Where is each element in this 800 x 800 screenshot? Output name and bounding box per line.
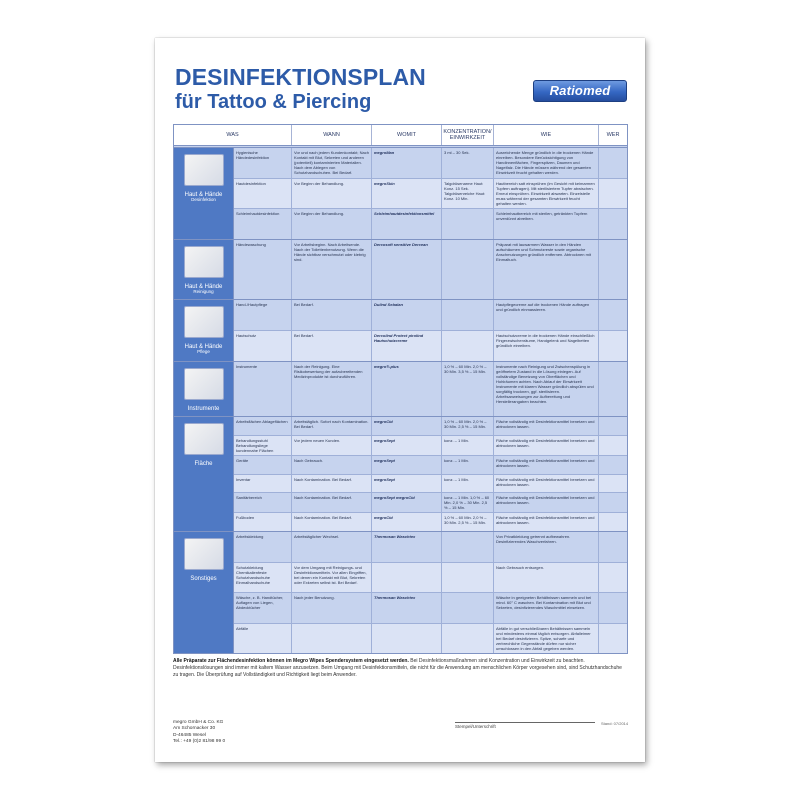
table-row xyxy=(234,300,627,330)
table-cell xyxy=(292,624,372,654)
table-cell: Vor und nach jedem Kundenkontakt; Nach Kontakt mit Blut, Sekreten und anderen (potentiell) kontaminierten Materialien. Nach dem Ablegen von Schutzhandschuhen. Bei Bedarf. xyxy=(292,148,372,178)
group-label xyxy=(174,344,233,355)
table-cell: Fläche vollständig mit Desinfektionsmittel benetzen und abtrocknen lassen. xyxy=(494,513,599,531)
table-cell: Hautbereich satt einsprühen (im Gesicht mit keimarmen Tupfern auftragen). Mit sterilisiertem Tupfer abwischen. Erneut einsprühen. Einwirkzeit abwarten. Einzelstelle muss während der gesamten Einwirkzeit feucht gehalten werden. xyxy=(494,179,599,209)
table-cell: Abfälle in gut verschließbaren Behältnissen sammeln und mindestens einmal täglich entsorgen. Abfalleimer bei Bedarf desinfizieren. Spitze, scharfe und zerbrechliche Gegenstände dürfen nur sicher umschlossen in den Abfall gegeben werden. xyxy=(494,624,599,654)
group-rows xyxy=(234,300,627,361)
table-cell: megroSept megroCid xyxy=(372,493,442,512)
table-cell xyxy=(599,436,627,455)
table-cell: Hautschutz xyxy=(234,331,292,361)
table-group xyxy=(174,299,627,361)
address-line: D-46485 Wesel xyxy=(173,732,206,738)
table-row xyxy=(234,455,627,474)
table-group xyxy=(174,361,627,416)
group-label xyxy=(174,461,233,467)
table-cell: megroSept xyxy=(372,436,442,455)
group-label-main: Haut & Hände xyxy=(184,284,223,290)
group-photo xyxy=(184,423,224,455)
table-cell: Schleimhautdesinfektion xyxy=(234,209,292,239)
col-header-womit: WOMIT xyxy=(372,125,442,145)
group-rows xyxy=(234,362,627,416)
group-rows xyxy=(234,240,627,299)
table-cell: 1,0 % – 60 Min. 2,0 % – 30 Min. 2,5 % – 15 Min. xyxy=(442,513,494,531)
group-label xyxy=(174,192,233,203)
table-cell xyxy=(599,532,627,562)
table-cell: Thermosan Waschtex xyxy=(372,532,442,562)
table-cell: 1,0 % – 60 Min. 2,0 % – 30 Min. 2,5 % – 15 Min. xyxy=(442,417,494,435)
group-label xyxy=(174,406,233,412)
table-cell: megro®-plus xyxy=(372,362,442,416)
table-cell: Dercosoft sensitive Dercean xyxy=(372,240,442,299)
group-side-label xyxy=(174,417,234,531)
table-cell xyxy=(599,179,627,209)
table-cell xyxy=(599,417,627,435)
company-address xyxy=(173,720,225,746)
address-line: Tel.: +49 (0)2 81/98 99 0 xyxy=(173,739,226,745)
table-cell: Vor Beginn der Behandlung. xyxy=(292,209,372,239)
table-cell: Instrumente xyxy=(234,362,292,416)
table-cell xyxy=(442,300,494,330)
table-cell: Arbeitskleidung xyxy=(234,532,292,562)
table-cell xyxy=(599,563,627,593)
table-cell: Schleimhautdesinfektionsmittel xyxy=(372,209,442,239)
page-subtitle: für Tattoo & Piercing xyxy=(175,91,372,113)
table-cell xyxy=(442,209,494,239)
table-cell: Nach Kontamination. Bei Bedarf. xyxy=(292,493,372,512)
table-cell xyxy=(442,331,494,361)
table-cell: Instrumente nach Reinigung und Zwischenspülung in geöffnetem Zustand in die Lösung einlegen. Auf vollständige Benetzung von Oberflächen und Hohlräumen achten. Nach Ablauf der Einwirkzeit Instrumente mit klarem Wasser gründlich abspülen und sorgfältig trocknen, ggf. sterilisieren. Arbeitsanweisungen zur Aufbereitung und Herstellerangaben beachten. xyxy=(494,362,599,416)
table-cell: 3 ml – 30 Sek. xyxy=(442,148,494,178)
group-label-main: Haut & Hände xyxy=(184,192,223,198)
table-cell: Fläche vollständig mit Desinfektionsmittel benetzen und abtrocknen lassen. xyxy=(494,417,599,435)
table-cell: Fläche vollständig mit Desinfektionsmittel benetzen und abtrocknen lassen. xyxy=(494,475,599,493)
col-header-was: WAS xyxy=(174,125,292,145)
page-title: DESINFEKTIONSPLAN xyxy=(175,64,426,90)
table-cell: Hautschutzcreme in die trockenen Hände einschließlich Fingerzwischenräume, Handgelenk und Nagelbetten gründlich einreiben. xyxy=(494,331,599,361)
table-cell xyxy=(442,593,494,623)
table-cell: Wäsche in geeigneten Behältnissen sammeln und bei mind. 60° C waschen. Bei Kontamination mit Blut und Sekreten, desinfizierendes Waschmittel einsetzen. xyxy=(494,593,599,623)
footnote xyxy=(173,658,628,678)
table-cell: Arbeitsflächen Ablageflächen xyxy=(234,417,292,435)
table-row xyxy=(234,362,627,416)
group-side-label xyxy=(174,148,234,239)
table-cell: Abfälle xyxy=(234,624,292,654)
table-cell: megroSept xyxy=(372,456,442,474)
table-row xyxy=(234,512,627,531)
group-side-label xyxy=(174,362,234,416)
table-cell: Hand-/Hautpflege xyxy=(234,300,292,330)
address-line: megro GmbH & Co. KG xyxy=(173,720,224,725)
group-rows xyxy=(234,148,627,239)
table-cell: Hygienische Händedesinfektion xyxy=(234,148,292,178)
group-label-main: Fläche xyxy=(194,461,213,467)
table-cell: Nach Kontamination. Bei Bedarf. xyxy=(292,475,372,493)
table-cell: megroSept xyxy=(372,475,442,493)
table-cell xyxy=(599,300,627,330)
table-row xyxy=(234,492,627,512)
table-cell: Fläche vollständig mit Desinfektionsmittel benetzen und abtrocknen lassen. xyxy=(494,436,599,455)
group-label xyxy=(174,576,233,582)
table-cell: konz. – 1 Min. xyxy=(442,456,494,474)
table-cell: Ausreichende Menge gründlich in die trockenen Hände einreiben. Besondere Berücksichtigung von Handinnenflächen, Fingerspitzen, Daumen und Nagelfalz. Die Hände müssen während der gesamten Einwirkzeit feucht gehalten werden. xyxy=(494,148,599,178)
table-group xyxy=(174,239,627,299)
poster-sheet xyxy=(155,38,645,762)
table-cell: Nach der Reinigung. Eine Risikobewertung der aufzubereitenden Medizinprodukte ist durchzuführen. xyxy=(292,362,372,416)
table-row xyxy=(234,435,627,455)
table-cell: Thermosan Waschtex xyxy=(372,593,442,623)
table-cell xyxy=(442,240,494,299)
group-label xyxy=(174,284,233,295)
table-group xyxy=(174,531,627,653)
table-cell: Bei Bedarf. xyxy=(292,300,372,330)
table-row xyxy=(234,330,627,361)
col-header-konzentration: KONZENTRATION/ EINWIRKZEIT xyxy=(442,125,494,145)
table-cell: Nach Kontamination. Bei Bedarf. xyxy=(292,513,372,531)
table-group xyxy=(174,416,627,531)
table-cell: konz. – 1 Min. 1,0 % – 60 Min. 2,0 % – 30 Min. 2,5 % – 15 Min. xyxy=(442,493,494,512)
col-header-wann: WANN xyxy=(292,125,372,145)
table-cell: Hautdesinfektion xyxy=(234,179,292,209)
group-label-main: Sonstiges xyxy=(190,576,217,582)
ratiomed-logo: Ratiomed xyxy=(533,80,627,102)
table-cell xyxy=(599,362,627,416)
table-cell xyxy=(599,475,627,493)
table-cell: Dulind Sebalan xyxy=(372,300,442,330)
table-row xyxy=(234,562,627,593)
table-row xyxy=(234,178,627,209)
table-cell: Bei Bedarf. xyxy=(292,331,372,361)
table-row xyxy=(234,240,627,299)
table-cell: Vor dem Umgang mit Reinigungs- und Desinfektionsmitteln. Vor allen Eingriffen, bei denen ein Kontakt mit Blut, Sekreten oder Exkreten selbst ist. Bei Bedarf. xyxy=(292,563,372,593)
table-cell xyxy=(599,493,627,512)
group-rows xyxy=(234,417,627,531)
table-body xyxy=(174,147,627,653)
table-cell xyxy=(599,331,627,361)
table-cell: 1,0 % – 60 Min. 2,0 % – 30 Min. 3,5 % – 15 Min. xyxy=(442,362,494,416)
table-cell xyxy=(599,240,627,299)
table-header xyxy=(174,125,627,146)
table-cell: Arbeitstäglich. Sofort nach Kontamination. Bei Bedarf. xyxy=(292,417,372,435)
group-photo xyxy=(184,154,224,186)
table-cell: Nach Gebrauch entsorgen. xyxy=(494,563,599,593)
table-cell: Händewaschung xyxy=(234,240,292,299)
table-cell: Vor Arbeitsbeginn. Nach Arbeitsende. Nach der Toilettenbenutzung. Wenn die Hände sichtbar verschmutzt oder klebrig sind. xyxy=(292,240,372,299)
address-line: Am Schornacker 30 xyxy=(173,726,216,732)
table-cell: Geräte xyxy=(234,456,292,474)
signature-line: Stempel/Unterschrift xyxy=(455,722,595,729)
table-cell: konz. – 1 Min. xyxy=(442,436,494,455)
table-row xyxy=(234,148,627,178)
table-row xyxy=(234,208,627,239)
table-cell: Arbeitstäglicher Wechsel. xyxy=(292,532,372,562)
table-cell: Talgdrüsenarme Haut: Konz. 15 Sek. Talgdrüsenreiche Haut: Konz. 10 Min. xyxy=(442,179,494,209)
group-side-label xyxy=(174,532,234,653)
group-side-label xyxy=(174,240,234,299)
table-row xyxy=(234,474,627,493)
table-cell xyxy=(599,593,627,623)
table-cell: Schleimhautbereich mit sterilen, getränkten Tupfern unverdünnt abreiben. xyxy=(494,209,599,239)
table-cell: megroCid xyxy=(372,417,442,435)
footnote-text: Bei Desinfektionsmaßnahmen sind Konzentration und Einwirkzeit zu beachten. Desinfektionslösungen sind immer mit kaltem Wasser anzusetzen. Beim Umgang mit Desinfektionsmitteln, die nicht für die Anwendung am menschlichen Körper vorgesehen sind, sind Schutzhandschuhe zu tragen. Die Überprüfung auf Vollständigkeit und Richtigkeit liegt beim Anwender. xyxy=(173,658,622,678)
group-label-main: Haut & Hände xyxy=(184,344,223,350)
table-cell xyxy=(442,532,494,562)
table-cell: Inventar xyxy=(234,475,292,493)
table-row xyxy=(234,592,627,623)
table-cell xyxy=(599,624,627,654)
group-label-sub: Desinfektion xyxy=(191,197,216,203)
table-cell: Vor jedem neuen Kunden. xyxy=(292,436,372,455)
table-cell: Wäsche, z. B. Handtücher, Auflagen von Liegen, Abdecktücher xyxy=(234,593,292,623)
table-cell: Schutzkleidung Chemikalienfeste Schutzhandschuhe Einmalhandschuhe xyxy=(234,563,292,593)
group-label-sub: Pflege xyxy=(197,349,210,355)
table-cell: Fläche vollständig mit Desinfektionsmittel benetzen und abtrocknen lassen. xyxy=(494,493,599,512)
table-cell: Präparat mit lauwarmem Wasser in den Händen aufschäumen und Schmutzreste sowie organische Anschmutzungen gründlich entfernen. Abtrocknen mit Einmaltuch. xyxy=(494,240,599,299)
table-cell: Behandlungsstuhl Behandlungsliege kundennahe Flächen xyxy=(234,436,292,455)
table-cell xyxy=(372,563,442,593)
table-cell xyxy=(599,209,627,239)
table-row xyxy=(234,417,627,435)
table-cell: Vor Beginn der Behandlung. xyxy=(292,179,372,209)
table-cell: Fläche vollständig mit Desinfektionsmittel benetzen und abtrocknen lassen. xyxy=(494,456,599,474)
table-cell: Hautpflegecreme auf die trockenen Hände auftragen und gründlich einmassieren. xyxy=(494,300,599,330)
group-photo xyxy=(184,368,224,400)
table-cell xyxy=(599,456,627,474)
group-photo xyxy=(184,538,224,570)
table-cell xyxy=(442,563,494,593)
table-cell xyxy=(599,148,627,178)
table-cell xyxy=(372,624,442,654)
table-cell: megroCid xyxy=(372,513,442,531)
table-cell: Nach jeder Benutzung. xyxy=(292,593,372,623)
table-cell: Dercolind Protect pirolind Hautschutzcreme xyxy=(372,331,442,361)
col-header-wie: WIE xyxy=(494,125,599,145)
table-row xyxy=(234,532,627,562)
table-cell: megroSkin xyxy=(372,179,442,209)
table-cell: Sanitärbereich xyxy=(234,493,292,512)
disinfection-table xyxy=(173,124,628,654)
table-cell xyxy=(599,513,627,531)
group-photo xyxy=(184,306,224,338)
group-rows xyxy=(234,532,627,653)
table-cell xyxy=(442,624,494,654)
group-label-main: Instrumente xyxy=(187,406,220,412)
table-cell: Nach Gebrauch. xyxy=(292,456,372,474)
table-cell: Fußboden xyxy=(234,513,292,531)
table-cell: konz. – 1 Min. xyxy=(442,475,494,493)
table-cell: megroMan xyxy=(372,148,442,178)
revision-stamp: Stand: 07/2014 xyxy=(601,721,629,726)
col-header-wer: WER xyxy=(606,131,620,138)
table-cell: Von Privatkleidung getrennt aufbewahren. Desinfizierendes Waschverfahren. xyxy=(494,532,599,562)
group-photo xyxy=(184,246,224,278)
group-label-sub: Reinigung xyxy=(193,289,214,295)
group-side-label xyxy=(174,300,234,361)
table-row xyxy=(234,623,627,654)
table-group xyxy=(174,147,627,239)
footnote-bold: Alle Präparate zur Flächendesinfektion können im Megro Wipes Spendersystem eingesetzt werden. xyxy=(173,658,409,664)
